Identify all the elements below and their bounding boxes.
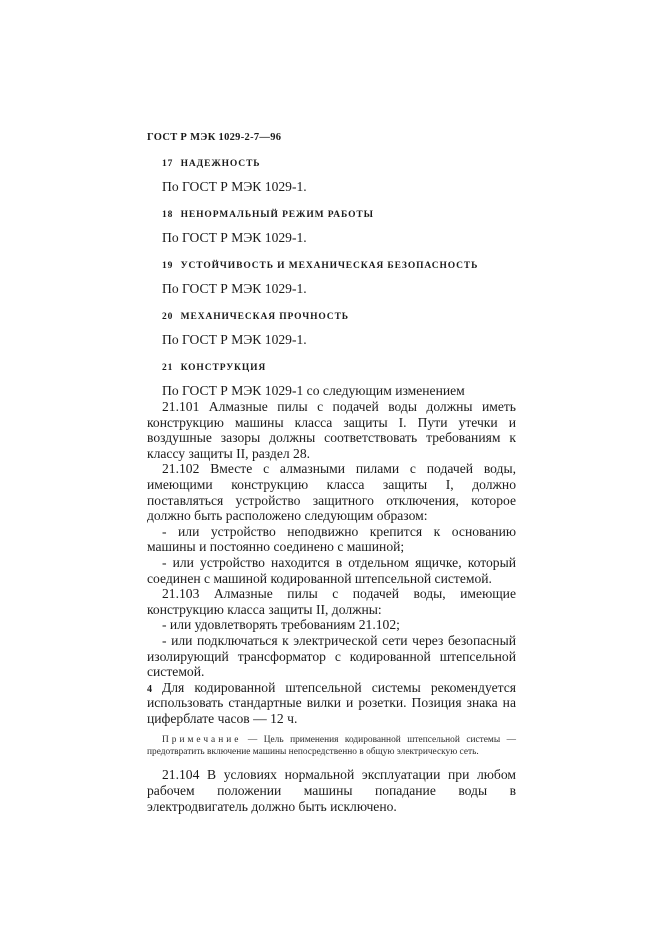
document-content <box>147 150 516 814</box>
section-heading <box>147 209 516 221</box>
section-17 <box>147 158 516 195</box>
section-body: По ГОСТ Р МЭК 1029-1. <box>162 179 307 194</box>
section-number: 18 <box>162 210 174 220</box>
section-title: МЕХАНИЧЕСКАЯ ПРОЧНОСТЬ <box>180 312 349 322</box>
section-number: 21 <box>162 363 174 373</box>
clause-21-102: 21.102 Вместе с алмазными пилами с подачей воды, имеющими конструкцию класса защиты I, должно поставляться устройство защитного отключения, которое должно быть расположено следующим образом: <box>147 461 516 524</box>
section-title: НАДЕЖНОСТЬ <box>180 159 261 169</box>
section-18 <box>147 209 516 246</box>
note-label: Примечание <box>162 735 242 746</box>
section-20 <box>147 311 516 348</box>
clause-21-103-item-b: - или подключаться к электрической сети через безопасный изолирующий трансформатор с кодированной штепсельной системой. <box>147 632 516 680</box>
section-body: По ГОСТ Р МЭК 1029-1. <box>162 230 307 245</box>
section-heading <box>147 260 516 272</box>
section-21 <box>147 362 516 814</box>
clause-21-103: 21.103 Алмазные пилы с подачей воды, имеющие конструкцию класса защиты II, должны: <box>147 586 516 617</box>
note <box>147 734 516 758</box>
note-text: — Цель применения кодированной штепсельной системы — предотвратить включение машины непосредственно в общую электрическую сеть. <box>147 735 516 758</box>
clause-21-104: 21.104 В условиях нормальной эксплуатации при любом рабочем положении машины попадание воды в электродвигатель должно быть исключено. <box>147 767 516 814</box>
section-number: 20 <box>162 312 174 322</box>
clause-21-103-recommendation: Для кодированной штепсельной системы рекомендуется использовать стандартные вилки и розетки. Позиция знака на циферблате часов — 12 ч. <box>147 679 516 726</box>
section-heading <box>147 311 516 323</box>
section-body: По ГОСТ Р МЭК 1029-1. <box>162 281 307 296</box>
section-heading <box>147 158 516 170</box>
section-body: По ГОСТ Р МЭК 1029-1 со следующим изменением <box>162 383 465 398</box>
clause-21-102-item-a: - или устройство неподвижно крепится к основанию машины и постоянно соединено с машиной; <box>147 523 516 555</box>
section-title: УСТОЙЧИВОСТЬ И МЕХАНИЧЕСКАЯ БЕЗОПАСНОСТЬ <box>180 261 479 271</box>
section-number: 17 <box>162 159 174 169</box>
section-title: КОНСТРУКЦИЯ <box>180 363 267 373</box>
clause-21-101: 21.101 Алмазные пилы с подачей воды должны иметь конструкцию машины класса защиты I. Пути утечки и воздушные зазоры должны соответствовать требованиям к классу защиты II, раздел 28. <box>147 399 516 461</box>
document-header: ГОСТ Р МЭК 1029-2-7—96 <box>147 132 282 143</box>
section-heading <box>147 362 516 374</box>
section-19 <box>147 260 516 297</box>
section-body: По ГОСТ Р МЭК 1029-1. <box>162 332 307 347</box>
page-number: 4 <box>147 684 152 695</box>
clause-21-103-item-a: - или удовлетворять требованиям 21.102; <box>162 617 400 633</box>
section-number: 19 <box>162 261 174 271</box>
section-title: НЕНОРМАЛЬНЫЙ РЕЖИМ РАБОТЫ <box>180 210 374 220</box>
clause-21-102-item-b: - или устройство находится в отдельном ящичке, который соединен с машиной кодированной штепсельной системой. <box>147 554 516 586</box>
